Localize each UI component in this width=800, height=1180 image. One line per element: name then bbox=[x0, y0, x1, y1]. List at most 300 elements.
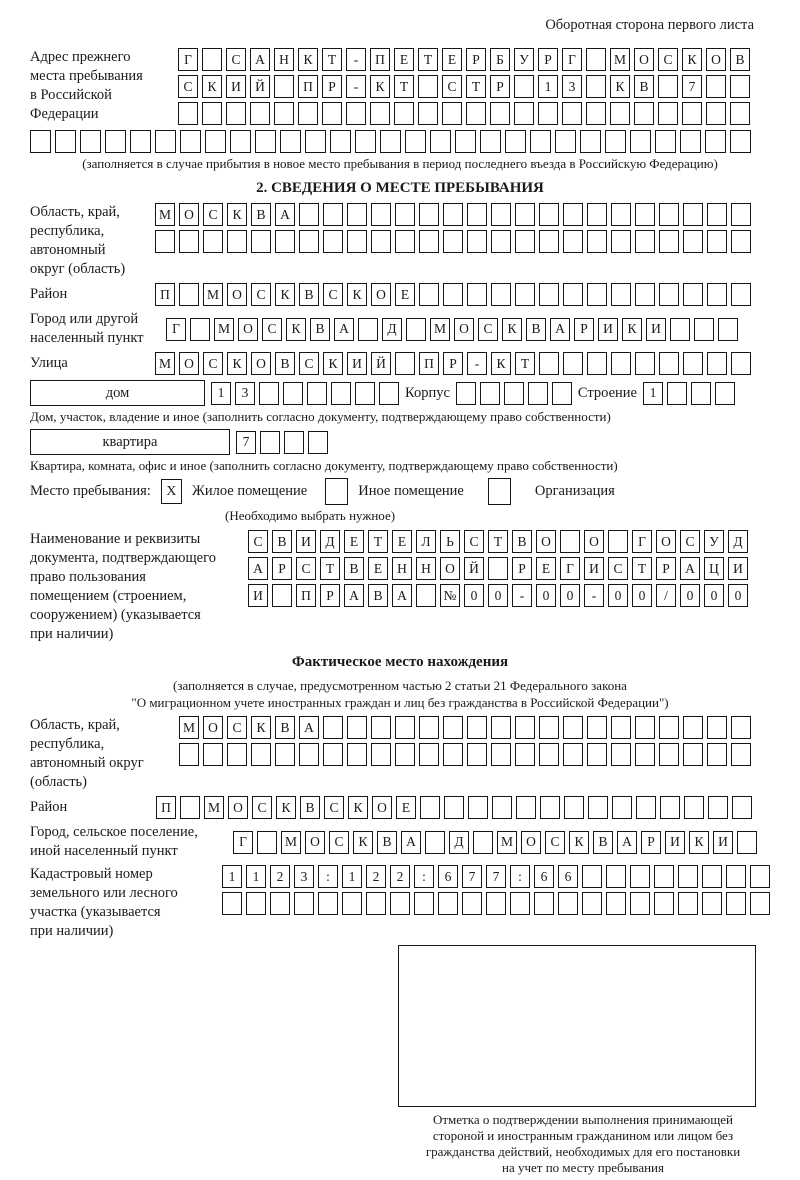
stay-checkbox-residential[interactable]: X bbox=[161, 479, 182, 504]
char-cell[interactable] bbox=[683, 283, 703, 306]
char-cell[interactable] bbox=[586, 102, 606, 125]
char-cell[interactable] bbox=[462, 892, 482, 915]
char-cell[interactable]: П bbox=[419, 352, 439, 375]
char-cell[interactable] bbox=[659, 230, 679, 253]
char-cell[interactable] bbox=[371, 203, 391, 226]
char-cell[interactable]: Е bbox=[536, 557, 556, 580]
char-cell[interactable]: Г bbox=[233, 831, 253, 854]
char-cell[interactable]: С bbox=[203, 352, 223, 375]
char-cell[interactable] bbox=[443, 716, 463, 739]
char-cell[interactable]: С bbox=[680, 530, 700, 553]
char-cell[interactable] bbox=[371, 743, 391, 766]
char-cell[interactable]: Т bbox=[466, 75, 486, 98]
stay-checkbox-other[interactable] bbox=[325, 478, 348, 505]
char-cell[interactable]: 1 bbox=[643, 382, 663, 405]
char-cell[interactable]: А bbox=[334, 318, 354, 341]
char-cell[interactable]: Р bbox=[641, 831, 661, 854]
char-cell[interactable] bbox=[580, 130, 601, 153]
char-cell[interactable] bbox=[395, 716, 415, 739]
char-cell[interactable] bbox=[516, 796, 536, 819]
char-cell[interactable] bbox=[308, 431, 328, 454]
char-cell[interactable]: Н bbox=[416, 557, 436, 580]
char-cell[interactable] bbox=[272, 584, 292, 607]
char-cell[interactable]: М bbox=[155, 203, 175, 226]
char-cell[interactable]: О bbox=[706, 48, 726, 71]
char-cell[interactable] bbox=[515, 203, 535, 226]
char-cell[interactable] bbox=[611, 230, 631, 253]
char-cell[interactable] bbox=[331, 382, 351, 405]
char-cell[interactable] bbox=[455, 130, 476, 153]
char-cell[interactable] bbox=[390, 892, 410, 915]
char-cell[interactable]: И bbox=[584, 557, 604, 580]
char-cell[interactable]: - bbox=[584, 584, 604, 607]
char-cell[interactable]: 1 bbox=[538, 75, 558, 98]
char-cell[interactable]: С bbox=[262, 318, 282, 341]
char-cell[interactable]: В bbox=[368, 584, 388, 607]
char-cell[interactable]: Р bbox=[656, 557, 676, 580]
char-cell[interactable] bbox=[678, 865, 698, 888]
char-cell[interactable] bbox=[563, 230, 583, 253]
char-cell[interactable]: О bbox=[179, 203, 199, 226]
char-cell[interactable] bbox=[492, 796, 512, 819]
char-cell[interactable]: Б bbox=[490, 48, 510, 71]
char-cell[interactable]: У bbox=[704, 530, 724, 553]
char-cell[interactable] bbox=[443, 743, 463, 766]
char-cell[interactable]: Р bbox=[538, 48, 558, 71]
char-cell[interactable]: А bbox=[680, 557, 700, 580]
char-cell[interactable]: О bbox=[251, 352, 271, 375]
char-cell[interactable]: О bbox=[305, 831, 325, 854]
char-cell[interactable]: К bbox=[276, 796, 296, 819]
char-cell[interactable]: М bbox=[430, 318, 450, 341]
char-cell[interactable] bbox=[634, 102, 654, 125]
char-cell[interactable] bbox=[659, 716, 679, 739]
char-cell[interactable] bbox=[683, 352, 703, 375]
char-cell[interactable]: Р bbox=[443, 352, 463, 375]
char-cell[interactable]: Г bbox=[178, 48, 198, 71]
char-cell[interactable] bbox=[630, 892, 650, 915]
char-cell[interactable]: О bbox=[372, 796, 392, 819]
char-cell[interactable] bbox=[630, 865, 650, 888]
char-cell[interactable]: Н bbox=[392, 557, 412, 580]
char-cell[interactable] bbox=[255, 130, 276, 153]
char-cell[interactable] bbox=[587, 352, 607, 375]
char-cell[interactable]: Е bbox=[395, 283, 415, 306]
char-cell[interactable]: В bbox=[377, 831, 397, 854]
char-cell[interactable] bbox=[443, 283, 463, 306]
char-cell[interactable] bbox=[606, 892, 626, 915]
char-cell[interactable]: О bbox=[371, 283, 391, 306]
char-cell[interactable]: Ь bbox=[440, 530, 460, 553]
char-cell[interactable]: С bbox=[329, 831, 349, 854]
char-cell[interactable] bbox=[680, 130, 701, 153]
char-cell[interactable] bbox=[443, 203, 463, 226]
char-cell[interactable]: М bbox=[155, 352, 175, 375]
char-cell[interactable] bbox=[731, 743, 751, 766]
char-cell[interactable] bbox=[299, 230, 319, 253]
char-cell[interactable] bbox=[347, 203, 367, 226]
char-cell[interactable] bbox=[30, 130, 51, 153]
char-cell[interactable] bbox=[180, 130, 201, 153]
char-cell[interactable]: 1 bbox=[246, 865, 266, 888]
char-cell[interactable] bbox=[608, 530, 628, 553]
char-cell[interactable] bbox=[707, 743, 727, 766]
char-cell[interactable] bbox=[612, 796, 632, 819]
char-cell[interactable] bbox=[560, 530, 580, 553]
char-cell[interactable]: Р bbox=[320, 584, 340, 607]
char-cell[interactable] bbox=[731, 283, 751, 306]
char-cell[interactable] bbox=[510, 892, 530, 915]
char-cell[interactable] bbox=[691, 382, 711, 405]
char-cell[interactable]: А bbox=[550, 318, 570, 341]
char-cell[interactable]: И bbox=[248, 584, 268, 607]
char-cell[interactable] bbox=[587, 203, 607, 226]
char-cell[interactable]: К bbox=[569, 831, 589, 854]
char-cell[interactable]: П bbox=[370, 48, 390, 71]
char-cell[interactable] bbox=[730, 102, 750, 125]
char-cell[interactable]: 3 bbox=[294, 865, 314, 888]
char-cell[interactable]: О bbox=[238, 318, 258, 341]
char-cell[interactable]: И bbox=[296, 530, 316, 553]
char-cell[interactable] bbox=[406, 318, 426, 341]
char-cell[interactable] bbox=[257, 831, 277, 854]
char-cell[interactable]: Г bbox=[560, 557, 580, 580]
char-cell[interactable]: 6 bbox=[438, 865, 458, 888]
char-cell[interactable]: К bbox=[227, 203, 247, 226]
char-cell[interactable] bbox=[563, 203, 583, 226]
char-cell[interactable] bbox=[473, 831, 493, 854]
char-cell[interactable] bbox=[684, 796, 704, 819]
char-cell[interactable]: К bbox=[251, 716, 271, 739]
char-cell[interactable] bbox=[380, 130, 401, 153]
char-cell[interactable] bbox=[611, 283, 631, 306]
char-cell[interactable]: О bbox=[179, 352, 199, 375]
char-cell[interactable] bbox=[318, 892, 338, 915]
char-cell[interactable] bbox=[707, 716, 727, 739]
char-cell[interactable]: А bbox=[248, 557, 268, 580]
char-cell[interactable]: 0 bbox=[704, 584, 724, 607]
char-cell[interactable] bbox=[438, 892, 458, 915]
char-cell[interactable]: Й bbox=[464, 557, 484, 580]
char-cell[interactable] bbox=[370, 102, 390, 125]
char-cell[interactable]: И bbox=[347, 352, 367, 375]
char-cell[interactable]: И bbox=[713, 831, 733, 854]
char-cell[interactable] bbox=[630, 130, 651, 153]
char-cell[interactable] bbox=[251, 230, 271, 253]
char-cell[interactable]: П bbox=[155, 283, 175, 306]
char-cell[interactable]: : bbox=[318, 865, 338, 888]
char-cell[interactable]: 1 bbox=[342, 865, 362, 888]
char-cell[interactable]: О bbox=[440, 557, 460, 580]
char-cell[interactable] bbox=[178, 102, 198, 125]
char-cell[interactable] bbox=[718, 318, 738, 341]
char-cell[interactable] bbox=[732, 796, 752, 819]
char-cell[interactable]: № bbox=[440, 584, 460, 607]
char-cell[interactable] bbox=[371, 230, 391, 253]
char-cell[interactable] bbox=[395, 203, 415, 226]
char-cell[interactable]: Т bbox=[368, 530, 388, 553]
char-cell[interactable] bbox=[488, 557, 508, 580]
char-cell[interactable] bbox=[355, 130, 376, 153]
char-cell[interactable] bbox=[347, 716, 367, 739]
char-cell[interactable] bbox=[456, 382, 476, 405]
char-cell[interactable] bbox=[660, 796, 680, 819]
char-cell[interactable] bbox=[540, 796, 560, 819]
char-cell[interactable] bbox=[260, 431, 280, 454]
char-cell[interactable]: С bbox=[658, 48, 678, 71]
char-cell[interactable] bbox=[706, 75, 726, 98]
char-cell[interactable] bbox=[731, 716, 751, 739]
char-cell[interactable]: Д bbox=[449, 831, 469, 854]
char-cell[interactable]: В bbox=[272, 530, 292, 553]
char-cell[interactable] bbox=[284, 431, 304, 454]
char-cell[interactable]: В bbox=[730, 48, 750, 71]
char-cell[interactable] bbox=[480, 382, 500, 405]
char-cell[interactable]: О bbox=[536, 530, 556, 553]
char-cell[interactable]: О bbox=[584, 530, 604, 553]
char-cell[interactable]: К bbox=[227, 352, 247, 375]
char-cell[interactable] bbox=[419, 230, 439, 253]
char-cell[interactable] bbox=[430, 130, 451, 153]
char-cell[interactable]: Р bbox=[272, 557, 292, 580]
char-cell[interactable] bbox=[467, 283, 487, 306]
char-cell[interactable] bbox=[202, 102, 222, 125]
char-cell[interactable] bbox=[731, 352, 751, 375]
char-cell[interactable] bbox=[355, 382, 375, 405]
char-cell[interactable]: 0 bbox=[680, 584, 700, 607]
char-cell[interactable]: 7 bbox=[682, 75, 702, 98]
char-cell[interactable] bbox=[155, 230, 175, 253]
char-cell[interactable]: К bbox=[298, 48, 318, 71]
char-cell[interactable]: К bbox=[622, 318, 642, 341]
char-cell[interactable] bbox=[610, 102, 630, 125]
char-cell[interactable] bbox=[298, 102, 318, 125]
char-cell[interactable] bbox=[323, 203, 343, 226]
char-cell[interactable] bbox=[294, 892, 314, 915]
char-cell[interactable] bbox=[539, 203, 559, 226]
char-cell[interactable] bbox=[491, 743, 511, 766]
char-cell[interactable]: В bbox=[526, 318, 546, 341]
char-cell[interactable]: А bbox=[299, 716, 319, 739]
char-cell[interactable] bbox=[515, 743, 535, 766]
char-cell[interactable] bbox=[539, 352, 559, 375]
char-cell[interactable]: А bbox=[617, 831, 637, 854]
char-cell[interactable]: В bbox=[634, 75, 654, 98]
char-cell[interactable]: Л bbox=[416, 530, 436, 553]
char-cell[interactable] bbox=[419, 283, 439, 306]
char-cell[interactable]: К bbox=[275, 283, 295, 306]
char-cell[interactable] bbox=[538, 102, 558, 125]
char-cell[interactable] bbox=[330, 130, 351, 153]
char-cell[interactable]: О bbox=[634, 48, 654, 71]
char-cell[interactable] bbox=[655, 130, 676, 153]
char-cell[interactable] bbox=[419, 743, 439, 766]
char-cell[interactable] bbox=[405, 130, 426, 153]
char-cell[interactable]: 0 bbox=[488, 584, 508, 607]
char-cell[interactable]: Г bbox=[632, 530, 652, 553]
char-cell[interactable] bbox=[705, 130, 726, 153]
char-cell[interactable]: А bbox=[344, 584, 364, 607]
char-cell[interactable]: Е bbox=[344, 530, 364, 553]
stay-checkbox-organization[interactable] bbox=[488, 478, 511, 505]
char-cell[interactable]: Е bbox=[368, 557, 388, 580]
char-cell[interactable]: 0 bbox=[728, 584, 748, 607]
char-cell[interactable]: О bbox=[203, 716, 223, 739]
char-cell[interactable]: О bbox=[228, 796, 248, 819]
char-cell[interactable] bbox=[179, 230, 199, 253]
char-cell[interactable] bbox=[468, 796, 488, 819]
char-cell[interactable]: 3 bbox=[562, 75, 582, 98]
char-cell[interactable]: В bbox=[251, 203, 271, 226]
char-cell[interactable]: К bbox=[689, 831, 709, 854]
char-cell[interactable] bbox=[539, 230, 559, 253]
char-cell[interactable] bbox=[480, 130, 501, 153]
char-cell[interactable] bbox=[246, 892, 266, 915]
char-cell[interactable]: С bbox=[545, 831, 565, 854]
char-cell[interactable]: 0 bbox=[560, 584, 580, 607]
char-cell[interactable] bbox=[587, 743, 607, 766]
char-cell[interactable]: С bbox=[324, 796, 344, 819]
char-cell[interactable] bbox=[586, 75, 606, 98]
char-cell[interactable] bbox=[683, 203, 703, 226]
char-cell[interactable]: С bbox=[608, 557, 628, 580]
char-cell[interactable]: Ц bbox=[704, 557, 724, 580]
char-cell[interactable] bbox=[606, 865, 626, 888]
char-cell[interactable] bbox=[490, 102, 510, 125]
char-cell[interactable] bbox=[250, 102, 270, 125]
char-cell[interactable] bbox=[226, 102, 246, 125]
char-cell[interactable]: С bbox=[323, 283, 343, 306]
char-cell[interactable] bbox=[227, 230, 247, 253]
char-cell[interactable] bbox=[562, 102, 582, 125]
char-cell[interactable]: С bbox=[203, 203, 223, 226]
char-cell[interactable]: К bbox=[491, 352, 511, 375]
char-cell[interactable] bbox=[394, 102, 414, 125]
char-cell[interactable] bbox=[611, 352, 631, 375]
char-cell[interactable]: К bbox=[347, 283, 367, 306]
char-cell[interactable] bbox=[654, 865, 674, 888]
char-cell[interactable] bbox=[105, 130, 126, 153]
char-cell[interactable]: 7 bbox=[462, 865, 482, 888]
char-cell[interactable] bbox=[659, 743, 679, 766]
char-cell[interactable]: Р bbox=[466, 48, 486, 71]
char-cell[interactable]: - bbox=[346, 75, 366, 98]
char-cell[interactable]: Г bbox=[166, 318, 186, 341]
char-cell[interactable]: И bbox=[226, 75, 246, 98]
char-cell[interactable] bbox=[552, 382, 572, 405]
char-cell[interactable]: - bbox=[467, 352, 487, 375]
char-cell[interactable] bbox=[202, 48, 222, 71]
char-cell[interactable] bbox=[467, 203, 487, 226]
char-cell[interactable]: М bbox=[497, 831, 517, 854]
char-cell[interactable]: В bbox=[300, 796, 320, 819]
char-cell[interactable]: К bbox=[502, 318, 522, 341]
char-cell[interactable] bbox=[678, 892, 698, 915]
char-cell[interactable]: 0 bbox=[464, 584, 484, 607]
char-cell[interactable] bbox=[505, 130, 526, 153]
char-cell[interactable] bbox=[504, 382, 524, 405]
char-cell[interactable] bbox=[586, 48, 606, 71]
char-cell[interactable] bbox=[347, 743, 367, 766]
char-cell[interactable] bbox=[530, 130, 551, 153]
char-cell[interactable]: 7 bbox=[236, 431, 256, 454]
char-cell[interactable]: К bbox=[202, 75, 222, 98]
char-cell[interactable] bbox=[636, 796, 656, 819]
char-cell[interactable]: А bbox=[392, 584, 412, 607]
char-cell[interactable] bbox=[605, 130, 626, 153]
char-cell[interactable]: В bbox=[275, 716, 295, 739]
char-cell[interactable]: Г bbox=[562, 48, 582, 71]
char-cell[interactable]: М bbox=[610, 48, 630, 71]
char-cell[interactable]: М bbox=[204, 796, 224, 819]
char-cell[interactable]: Н bbox=[274, 48, 294, 71]
char-cell[interactable]: Д bbox=[728, 530, 748, 553]
char-cell[interactable]: Т bbox=[418, 48, 438, 71]
char-cell[interactable] bbox=[659, 283, 679, 306]
char-cell[interactable]: Е bbox=[394, 48, 414, 71]
char-cell[interactable] bbox=[539, 716, 559, 739]
char-cell[interactable]: В bbox=[344, 557, 364, 580]
char-cell[interactable]: Т bbox=[515, 352, 535, 375]
char-cell[interactable]: Й bbox=[371, 352, 391, 375]
char-cell[interactable] bbox=[299, 203, 319, 226]
char-cell[interactable] bbox=[588, 796, 608, 819]
char-cell[interactable] bbox=[707, 230, 727, 253]
char-cell[interactable] bbox=[275, 743, 295, 766]
char-cell[interactable]: 0 bbox=[632, 584, 652, 607]
char-cell[interactable]: В bbox=[593, 831, 613, 854]
char-cell[interactable] bbox=[659, 352, 679, 375]
char-cell[interactable] bbox=[322, 102, 342, 125]
char-cell[interactable] bbox=[667, 382, 687, 405]
char-cell[interactable] bbox=[707, 283, 727, 306]
char-cell[interactable] bbox=[539, 743, 559, 766]
char-cell[interactable]: К bbox=[353, 831, 373, 854]
char-cell[interactable]: 3 bbox=[235, 382, 255, 405]
char-cell[interactable]: О bbox=[656, 530, 676, 553]
char-cell[interactable] bbox=[274, 102, 294, 125]
char-cell[interactable] bbox=[515, 283, 535, 306]
char-cell[interactable]: П bbox=[156, 796, 176, 819]
char-cell[interactable] bbox=[442, 102, 462, 125]
char-cell[interactable] bbox=[563, 352, 583, 375]
char-cell[interactable] bbox=[275, 230, 295, 253]
char-cell[interactable] bbox=[708, 796, 728, 819]
char-cell[interactable] bbox=[750, 865, 770, 888]
char-cell[interactable] bbox=[730, 130, 751, 153]
char-cell[interactable] bbox=[726, 892, 746, 915]
char-cell[interactable] bbox=[358, 318, 378, 341]
char-cell[interactable] bbox=[731, 230, 751, 253]
char-cell[interactable] bbox=[582, 892, 602, 915]
char-cell[interactable] bbox=[467, 230, 487, 253]
char-cell[interactable] bbox=[682, 102, 702, 125]
char-cell[interactable] bbox=[582, 865, 602, 888]
char-cell[interactable]: Т bbox=[322, 48, 342, 71]
char-cell[interactable]: К bbox=[286, 318, 306, 341]
char-cell[interactable] bbox=[180, 796, 200, 819]
char-cell[interactable]: Й bbox=[250, 75, 270, 98]
char-cell[interactable] bbox=[418, 75, 438, 98]
char-cell[interactable]: Е bbox=[392, 530, 412, 553]
char-cell[interactable]: Т bbox=[632, 557, 652, 580]
char-cell[interactable] bbox=[683, 743, 703, 766]
char-cell[interactable]: 6 bbox=[534, 865, 554, 888]
char-cell[interactable]: Р bbox=[322, 75, 342, 98]
char-cell[interactable]: С bbox=[251, 283, 271, 306]
char-cell[interactable]: Д bbox=[320, 530, 340, 553]
char-cell[interactable]: А bbox=[401, 831, 421, 854]
